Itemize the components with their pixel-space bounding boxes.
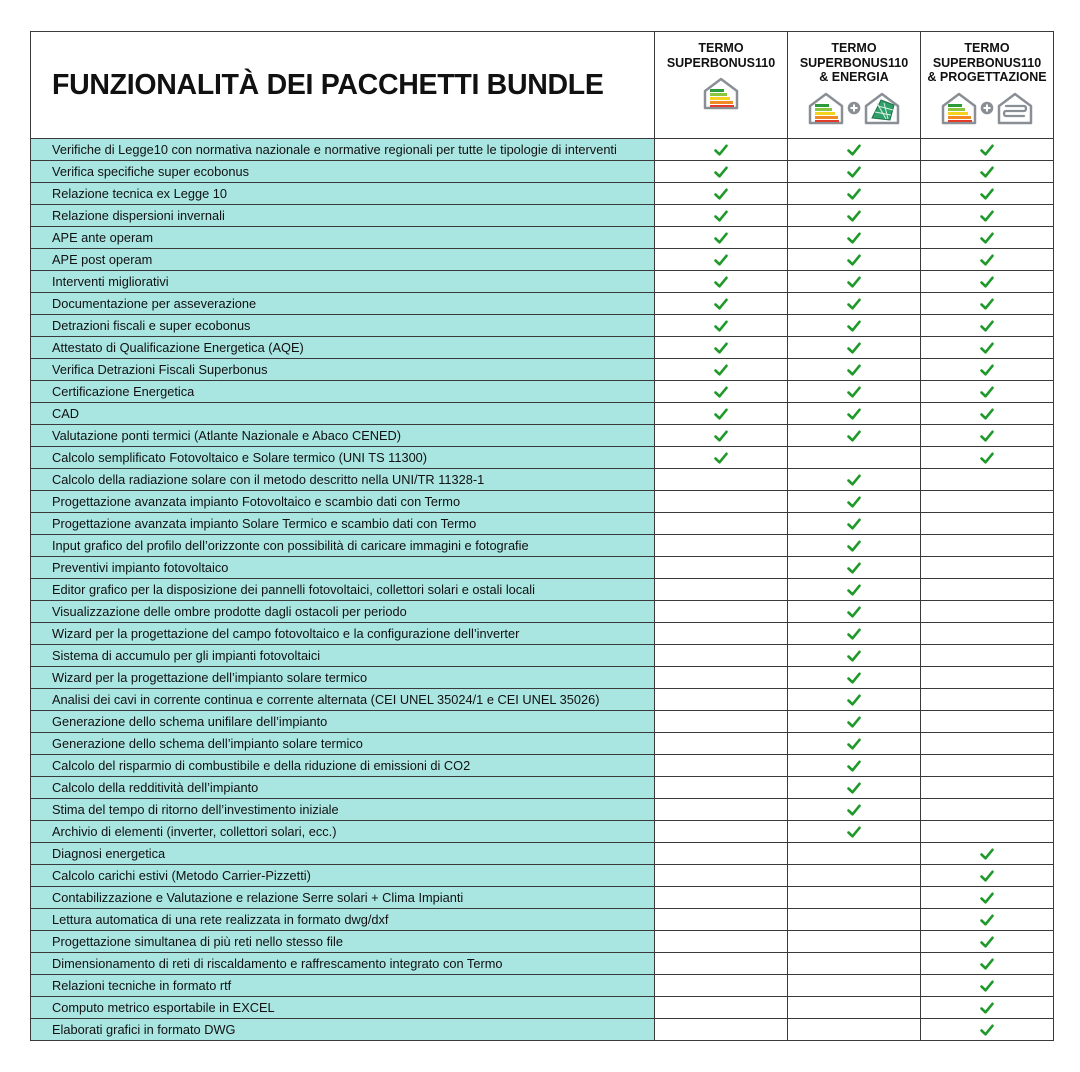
table-row <box>31 513 1054 535</box>
check-icon <box>921 452 1053 464</box>
check-cell <box>921 205 1054 227</box>
check-cell <box>655 711 788 733</box>
table-row <box>31 205 1054 227</box>
check-cell <box>788 293 921 315</box>
table-row <box>31 425 1054 447</box>
check-icon <box>788 276 920 288</box>
table-row <box>31 579 1054 601</box>
table-row <box>31 293 1054 315</box>
check-cell <box>921 315 1054 337</box>
package-label: TERMO SUPERBONUS110 <box>666 41 776 70</box>
check-icon <box>655 298 787 310</box>
check-cell <box>655 293 788 315</box>
check-cell <box>655 249 788 271</box>
feature-name: Calcolo semplificato Fotovoltaico e Solare termico (UNI TS 11300) <box>31 447 655 469</box>
package-label: TERMO SUPERBONUS110 & ENERGIA <box>799 41 909 84</box>
check-icon <box>788 386 920 398</box>
feature-name: Attestato di Qualificazione Energetica (AQE) <box>31 337 655 359</box>
feature-name: Editor grafico per la disposizione dei pannelli fotovoltaici, collettori solari e ostali locali <box>31 579 655 601</box>
check-icon <box>655 210 787 222</box>
check-cell <box>655 601 788 623</box>
table-row <box>31 909 1054 931</box>
check-cell <box>655 623 788 645</box>
feature-name: Interventi migliorativi <box>31 271 655 293</box>
check-icon <box>788 716 920 728</box>
feature-name: Generazione dello schema unifilare dell’impianto <box>31 711 655 733</box>
check-cell <box>788 909 921 931</box>
check-cell <box>921 161 1054 183</box>
check-cell <box>788 205 921 227</box>
check-icon <box>788 210 920 222</box>
check-cell <box>788 491 921 513</box>
check-icon <box>655 386 787 398</box>
check-cell <box>655 799 788 821</box>
package-label: TERMO SUPERBONUS110 & PROGETTAZIONE <box>927 41 1047 84</box>
check-cell <box>788 513 921 535</box>
check-icon <box>921 342 1053 354</box>
check-cell <box>921 425 1054 447</box>
table-row <box>31 953 1054 975</box>
check-cell <box>655 227 788 249</box>
table-row <box>31 601 1054 623</box>
check-icon <box>921 408 1053 420</box>
check-icon <box>921 892 1053 904</box>
check-icon <box>788 562 920 574</box>
table-row <box>31 733 1054 755</box>
check-cell <box>921 249 1054 271</box>
comparison-table <box>30 31 1054 1041</box>
check-cell <box>921 601 1054 623</box>
feature-name: Analisi dei cavi in corrente continua e corrente alternata (CEI UNEL 35024/1 e CEI UNEL 35026) <box>31 689 655 711</box>
plus-icon <box>847 101 861 120</box>
check-cell <box>655 1019 788 1041</box>
package-icons <box>921 91 1053 130</box>
check-cell <box>921 491 1054 513</box>
table-row <box>31 931 1054 953</box>
check-icon <box>655 276 787 288</box>
check-cell <box>921 667 1054 689</box>
feature-name: Elaborati grafici in formato DWG <box>31 1019 655 1041</box>
check-cell <box>788 425 921 447</box>
check-icon <box>655 144 787 156</box>
check-cell <box>788 821 921 843</box>
check-cell <box>921 227 1054 249</box>
check-icon <box>788 650 920 662</box>
feature-name: Certificazione Energetica <box>31 381 655 403</box>
table-row <box>31 557 1054 579</box>
check-cell <box>655 271 788 293</box>
check-icon <box>921 848 1053 860</box>
check-icon <box>655 408 787 420</box>
check-cell <box>655 755 788 777</box>
check-icon <box>788 254 920 266</box>
check-cell <box>788 711 921 733</box>
check-icon <box>921 914 1053 926</box>
check-cell <box>921 887 1054 909</box>
feature-name: Lettura automatica di una rete realizzata in formato dwg/dxf <box>31 909 655 931</box>
check-cell <box>788 799 921 821</box>
feature-name: Computo metrico esportabile in EXCEL <box>31 997 655 1019</box>
check-icon <box>921 276 1053 288</box>
check-cell <box>921 997 1054 1019</box>
check-cell <box>655 161 788 183</box>
feature-name: Preventivi impianto fotovoltaico <box>31 557 655 579</box>
energy-house-icon <box>807 91 845 130</box>
check-cell <box>788 183 921 205</box>
table-row <box>31 315 1054 337</box>
table-row <box>31 711 1054 733</box>
feature-name: Sistema di accumulo per gli impianti fotovoltaici <box>31 645 655 667</box>
feature-name: Relazione tecnica ex Legge 10 <box>31 183 655 205</box>
table-row <box>31 183 1054 205</box>
header-row <box>31 32 1054 139</box>
check-cell <box>788 887 921 909</box>
check-cell <box>921 689 1054 711</box>
feature-name: APE post operam <box>31 249 655 271</box>
feature-name: Stima del tempo di ritorno dell’investimento iniziale <box>31 799 655 821</box>
check-cell <box>788 645 921 667</box>
check-icon <box>921 232 1053 244</box>
energy-house-icon <box>940 91 978 130</box>
table-row <box>31 359 1054 381</box>
title-cell <box>31 32 655 139</box>
feature-name: CAD <box>31 403 655 425</box>
check-icon <box>788 496 920 508</box>
table-row <box>31 491 1054 513</box>
check-icon <box>921 320 1053 332</box>
check-cell <box>788 777 921 799</box>
check-cell <box>921 799 1054 821</box>
table-row <box>31 887 1054 909</box>
feature-name: Verifica Detrazioni Fiscali Superbonus <box>31 359 655 381</box>
package-header-energia <box>788 32 921 139</box>
package-icons <box>655 76 787 115</box>
check-icon <box>655 254 787 266</box>
check-icon <box>921 1024 1053 1036</box>
feature-name: Detrazioni fiscali e super ecobonus <box>31 315 655 337</box>
table-row <box>31 469 1054 491</box>
check-cell <box>655 733 788 755</box>
check-cell <box>788 843 921 865</box>
table-row <box>31 689 1054 711</box>
check-cell <box>921 975 1054 997</box>
check-cell <box>655 931 788 953</box>
page-title: FUNZIONALITÀ DEI PACCHETTI BUNDLE <box>52 68 604 101</box>
feature-name: Wizard per la progettazione dell’impianto solare termico <box>31 667 655 689</box>
check-cell <box>655 821 788 843</box>
table-row <box>31 535 1054 557</box>
check-cell <box>788 249 921 271</box>
check-icon <box>788 320 920 332</box>
table-row <box>31 843 1054 865</box>
check-cell <box>655 425 788 447</box>
check-cell <box>788 1019 921 1041</box>
check-icon <box>788 408 920 420</box>
check-cell <box>788 623 921 645</box>
feature-name: Calcolo carichi estivi (Metodo Carrier-Pizzetti) <box>31 865 655 887</box>
check-icon <box>921 430 1053 442</box>
check-cell <box>655 315 788 337</box>
check-cell <box>921 777 1054 799</box>
check-icon <box>788 342 920 354</box>
solar-house-icon <box>863 91 901 130</box>
check-cell <box>788 359 921 381</box>
check-icon <box>655 342 787 354</box>
feature-name: Archivio di elementi (inverter, collettori solari, ecc.) <box>31 821 655 843</box>
check-cell <box>921 953 1054 975</box>
plus-icon <box>980 101 994 120</box>
check-cell <box>655 645 788 667</box>
check-icon <box>788 144 920 156</box>
check-cell <box>655 535 788 557</box>
check-cell <box>921 623 1054 645</box>
heating-house-icon <box>996 91 1034 130</box>
check-icon <box>788 474 920 486</box>
check-cell <box>921 139 1054 161</box>
check-cell <box>788 953 921 975</box>
check-icon <box>788 232 920 244</box>
check-cell <box>921 1019 1054 1041</box>
feature-name: Calcolo della redditività dell’impianto <box>31 777 655 799</box>
check-cell <box>788 557 921 579</box>
check-icon <box>788 628 920 640</box>
feature-name: APE ante operam <box>31 227 655 249</box>
check-cell <box>788 337 921 359</box>
check-cell <box>655 953 788 975</box>
check-icon <box>921 188 1053 200</box>
check-cell <box>921 557 1054 579</box>
check-icon <box>921 958 1053 970</box>
check-cell <box>788 579 921 601</box>
feature-name: Progettazione avanzata impianto Fotovoltaico e scambio dati con Termo <box>31 491 655 513</box>
check-cell <box>788 997 921 1019</box>
check-icon <box>655 364 787 376</box>
check-cell <box>655 139 788 161</box>
check-icon <box>655 452 787 464</box>
check-cell <box>788 755 921 777</box>
check-icon <box>788 738 920 750</box>
check-cell <box>655 337 788 359</box>
check-icon <box>921 210 1053 222</box>
table-row <box>31 227 1054 249</box>
check-cell <box>788 975 921 997</box>
check-cell <box>788 447 921 469</box>
check-cell <box>921 183 1054 205</box>
check-cell <box>655 491 788 513</box>
check-cell <box>655 469 788 491</box>
table-row <box>31 337 1054 359</box>
table-row <box>31 381 1054 403</box>
check-cell <box>921 403 1054 425</box>
check-icon <box>788 760 920 772</box>
feature-name: Calcolo del risparmio di combustibile e della riduzione di emissioni di CO2 <box>31 755 655 777</box>
check-cell <box>921 579 1054 601</box>
check-cell <box>655 887 788 909</box>
check-icon <box>655 430 787 442</box>
check-cell <box>655 557 788 579</box>
check-icon <box>788 430 920 442</box>
feature-name: Calcolo della radiazione solare con il metodo descritto nella UNI/TR 11328-1 <box>31 469 655 491</box>
feature-name: Verifica specifiche super ecobonus <box>31 161 655 183</box>
check-cell <box>921 535 1054 557</box>
check-cell <box>921 293 1054 315</box>
check-cell <box>788 733 921 755</box>
check-cell <box>921 755 1054 777</box>
check-cell <box>788 535 921 557</box>
check-icon <box>788 782 920 794</box>
table-row <box>31 403 1054 425</box>
check-cell <box>921 843 1054 865</box>
check-cell <box>655 183 788 205</box>
check-icon <box>655 188 787 200</box>
check-cell <box>921 381 1054 403</box>
check-cell <box>655 205 788 227</box>
table-row <box>31 997 1054 1019</box>
check-cell <box>788 667 921 689</box>
table-row <box>31 821 1054 843</box>
check-cell <box>788 865 921 887</box>
feature-name: Generazione dello schema dell’impianto solare termico <box>31 733 655 755</box>
check-icon <box>788 518 920 530</box>
check-icon <box>921 166 1053 178</box>
check-cell <box>921 733 1054 755</box>
check-icon <box>788 694 920 706</box>
feature-name: Wizard per la progettazione del campo fotovoltaico e la configurazione dell’inverter <box>31 623 655 645</box>
feature-name: Progettazione avanzata impianto Solare Termico e scambio dati con Termo <box>31 513 655 535</box>
check-cell <box>921 931 1054 953</box>
check-cell <box>655 777 788 799</box>
check-cell <box>921 909 1054 931</box>
feature-name: Diagnosi energetica <box>31 843 655 865</box>
feature-name: Verifiche di Legge10 con normativa nazionale e normative regionali per tutte le tipologie di interventi <box>31 139 655 161</box>
feature-name: Relazioni tecniche in formato rtf <box>31 975 655 997</box>
check-cell <box>655 579 788 601</box>
check-icon <box>788 606 920 618</box>
check-icon <box>921 298 1053 310</box>
table-row <box>31 623 1054 645</box>
table-row <box>31 447 1054 469</box>
feature-name: Valutazione ponti termici (Atlante Nazionale e Abaco CENED) <box>31 425 655 447</box>
table-row <box>31 249 1054 271</box>
check-cell <box>655 381 788 403</box>
check-icon <box>788 166 920 178</box>
table-row <box>31 645 1054 667</box>
check-cell <box>655 975 788 997</box>
energy-house-icon <box>702 76 740 115</box>
check-cell <box>788 931 921 953</box>
check-cell <box>921 447 1054 469</box>
feature-name: Dimensionamento di reti di riscaldamento e raffrescamento integrato con Termo <box>31 953 655 975</box>
check-icon <box>921 144 1053 156</box>
check-cell <box>921 711 1054 733</box>
check-cell <box>788 403 921 425</box>
table-row <box>31 161 1054 183</box>
check-cell <box>921 359 1054 381</box>
check-cell <box>921 271 1054 293</box>
check-cell <box>655 513 788 535</box>
check-cell <box>788 381 921 403</box>
package-header-progettazione <box>921 32 1054 139</box>
check-icon <box>788 364 920 376</box>
check-cell <box>655 997 788 1019</box>
check-cell <box>921 821 1054 843</box>
table-row <box>31 865 1054 887</box>
table-row <box>31 975 1054 997</box>
check-icon <box>921 1002 1053 1014</box>
check-cell <box>788 227 921 249</box>
check-icon <box>788 826 920 838</box>
check-icon <box>655 232 787 244</box>
check-cell <box>788 271 921 293</box>
check-cell <box>921 469 1054 491</box>
check-icon <box>921 386 1053 398</box>
check-cell <box>788 689 921 711</box>
feature-name: Input grafico del profilo dell’orizzonte con possibilità di caricare immagini e fotografie <box>31 535 655 557</box>
package-icons <box>788 91 920 130</box>
check-cell <box>921 337 1054 359</box>
feature-name: Relazione dispersioni invernali <box>31 205 655 227</box>
check-cell <box>655 447 788 469</box>
check-cell <box>788 469 921 491</box>
check-cell <box>655 909 788 931</box>
table-row <box>31 755 1054 777</box>
check-cell <box>788 601 921 623</box>
check-cell <box>655 667 788 689</box>
feature-name: Contabilizzazione e Valutazione e relazione Serre solari + Clima Impianti <box>31 887 655 909</box>
check-icon <box>921 254 1053 266</box>
check-cell <box>655 865 788 887</box>
check-icon <box>788 540 920 552</box>
feature-name: Visualizzazione delle ombre prodotte dagli ostacoli per periodo <box>31 601 655 623</box>
check-cell <box>788 161 921 183</box>
check-cell <box>655 689 788 711</box>
check-icon <box>921 364 1053 376</box>
check-icon <box>655 166 787 178</box>
table-row <box>31 271 1054 293</box>
check-cell <box>788 315 921 337</box>
check-cell <box>921 865 1054 887</box>
check-icon <box>921 870 1053 882</box>
check-cell <box>921 645 1054 667</box>
table-row <box>31 799 1054 821</box>
check-cell <box>788 139 921 161</box>
table-row <box>31 667 1054 689</box>
check-icon <box>921 980 1053 992</box>
check-cell <box>921 513 1054 535</box>
check-icon <box>788 584 920 596</box>
feature-name: Documentazione per asseverazione <box>31 293 655 315</box>
feature-name: Progettazione simultanea di più reti nello stesso file <box>31 931 655 953</box>
table-row <box>31 139 1054 161</box>
table-row <box>31 777 1054 799</box>
check-icon <box>788 188 920 200</box>
check-icon <box>921 936 1053 948</box>
table-row <box>31 1019 1054 1041</box>
check-icon <box>788 672 920 684</box>
check-icon <box>788 298 920 310</box>
package-header-termo-superbonus <box>655 32 788 139</box>
check-icon <box>655 320 787 332</box>
check-icon <box>788 804 920 816</box>
check-cell <box>655 359 788 381</box>
check-cell <box>655 843 788 865</box>
check-cell <box>655 403 788 425</box>
